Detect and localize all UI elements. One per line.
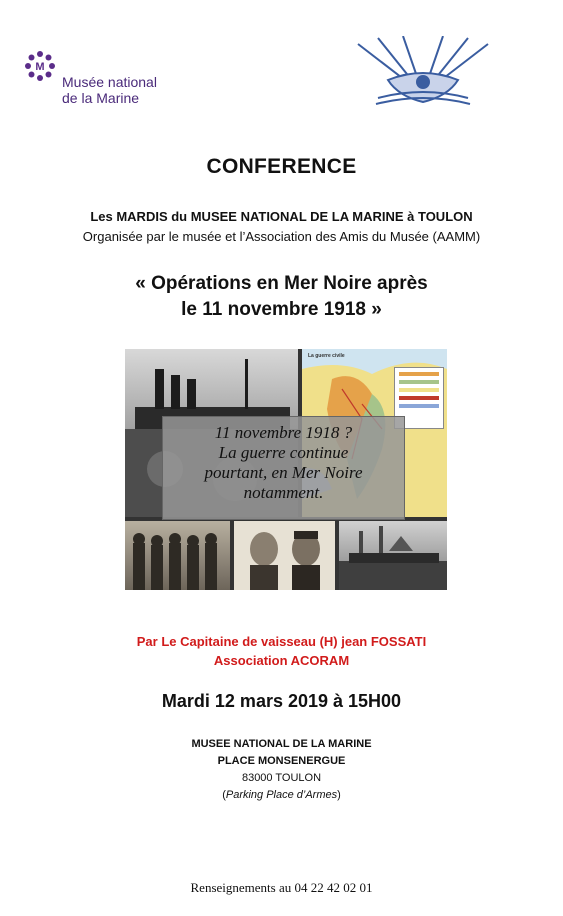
logo-text [62,74,157,106]
overlay-line-4: notamment. [243,483,324,502]
speaker-name: Par Le Capitaine de vaisseau (H) jean FOSSATI [136,634,427,649]
conference-title [0,271,563,323]
address-line-3: 83000 TOULON [241,772,322,784]
contact-info: Renseignements au 04 22 42 02 01 [190,880,373,895]
page-title: CONFERENCE [206,155,357,178]
overlay-line-1: 11 novembre 1918 ? [214,423,353,442]
parking-note: Parking Place d’Armes [225,789,338,801]
collage-overlay-caption [162,416,405,520]
subtitle-organizers: Organisée par le musée et l’Association des Amis du Musée (AAMM) [82,229,481,244]
svg-text:M: M [35,61,45,73]
address-line-1: MUSEE NATIONAL DE LA MARINE [191,738,372,750]
officers-portrait-photo [234,521,335,590]
address-line-4 [0,789,563,801]
conference-title-line-2: le 11 novembre 1918 » [181,299,382,320]
musee-logo-icon [24,50,56,82]
harbor-photo [339,521,447,590]
address-paren-open: ( [222,789,226,801]
logo-line-1: Musée national [62,74,157,90]
logo-line-2: de la Marine [62,90,140,106]
address-paren-close: ) [337,789,341,801]
subtitle-series: Les MARDIS du MUSEE NATIONAL DE LA MARINE à TOULON [90,209,473,224]
navy-emblem-icon [348,36,498,108]
overlay-line-2: La guerre continue [218,443,349,462]
map-title: La guerre civile [308,353,345,359]
conference-title-line-1: « Opérations en Mer Noire après [135,273,428,294]
sailors-photo [125,521,230,590]
speaker-association: Association ACORAM [213,653,350,668]
event-date: Mardi 12 mars 2019 à 15H00 [161,691,402,711]
overlay-line-3: pourtant, en Mer Noire [204,463,363,482]
address-line-2: PLACE MONSENERGUE [217,755,346,767]
